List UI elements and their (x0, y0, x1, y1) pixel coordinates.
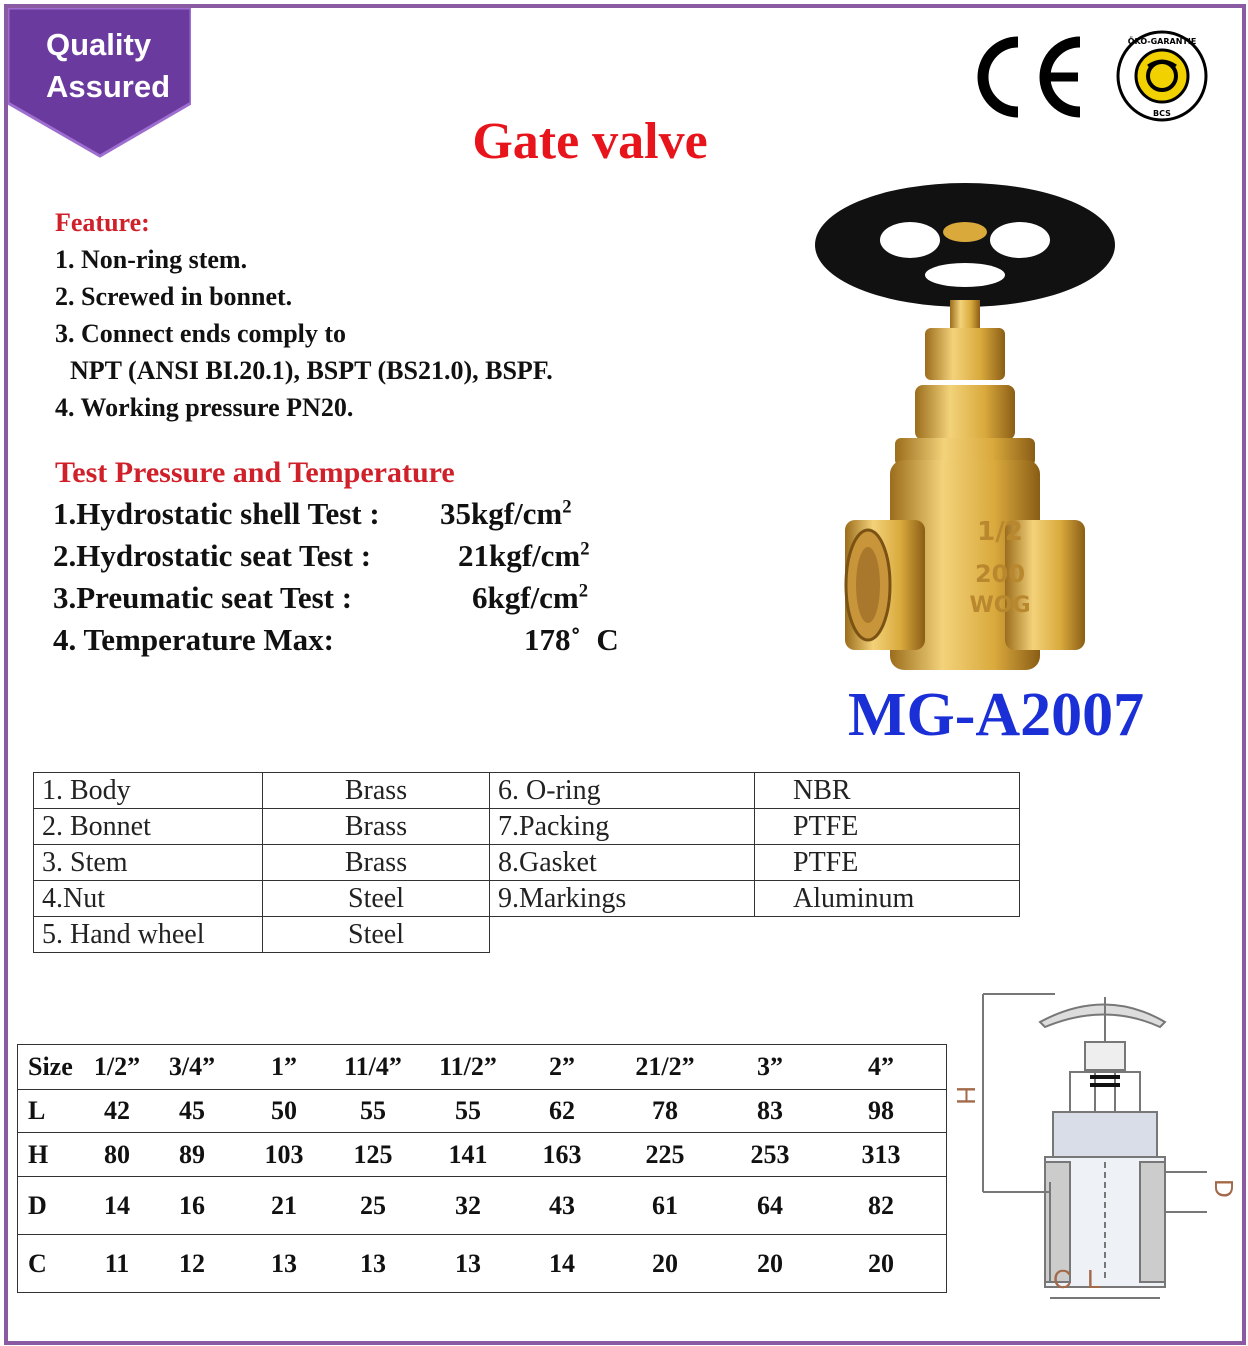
part-cell: 1. Body (34, 773, 263, 809)
header-cell: 1/2” (90, 1045, 144, 1090)
value-cell: 20 (816, 1235, 947, 1293)
dimensions-table (17, 1044, 947, 1293)
material-cell: Aluminum (755, 881, 1020, 917)
badge-line-2: Assured (46, 69, 171, 104)
value-cell: 11 (90, 1235, 144, 1293)
svg-text:BCS: BCS (1153, 109, 1171, 118)
header-cell: 1” (240, 1045, 328, 1090)
test-value: $6kgf/cm^2$ (472, 580, 589, 615)
header-cell: Size (18, 1045, 91, 1090)
test-label: 4. Temperature Max: (53, 622, 334, 657)
quality-badge (8, 8, 191, 158)
value-cell: 83 (724, 1090, 816, 1133)
value-cell: 55 (328, 1090, 418, 1133)
header-cell: 11/2” (418, 1045, 518, 1090)
empty-cell (755, 917, 1020, 953)
value-cell: 313 (816, 1133, 947, 1177)
value-cell: 80 (90, 1133, 144, 1177)
part-cell: 7.Packing (490, 809, 755, 845)
test-value: $35kgf/cm^2$ (440, 496, 572, 531)
material-cell: Brass (263, 809, 490, 845)
table-row (34, 773, 1020, 809)
row-label-cell: H (18, 1133, 91, 1177)
header-cell: 3” (724, 1045, 816, 1090)
value-cell: 21 (240, 1177, 328, 1235)
feature-item: 2. Screwed in bonnet. (55, 282, 293, 311)
valve-type-marking: WOG (969, 593, 1031, 618)
table-row (34, 881, 1020, 917)
value-cell: 61 (606, 1177, 724, 1235)
value-cell: 16 (144, 1177, 240, 1235)
dimension-label-c: C (1053, 1264, 1072, 1294)
value-cell: 55 (418, 1090, 518, 1133)
valve-rating-marking: 200 (974, 560, 1026, 588)
header-cell: 21/2” (606, 1045, 724, 1090)
value-cell: 45 (144, 1090, 240, 1133)
value-cell: 125 (328, 1133, 418, 1177)
test-label: 2.Hydrostatic seat Test : (53, 538, 372, 573)
test-label: 1.Hydrostatic shell Test : (53, 496, 380, 531)
table-row (18, 1090, 947, 1133)
value-cell: 78 (606, 1090, 724, 1133)
material-cell: Brass (263, 773, 490, 809)
test-value: $21kgf/cm^2$ (458, 538, 590, 573)
part-cell: 3. Stem (34, 845, 263, 881)
handwheel-icon (815, 183, 1115, 307)
material-cell: Steel (263, 917, 490, 953)
header-cell: 2” (518, 1045, 606, 1090)
table-header-row (18, 1045, 947, 1090)
header-cell: 3/4” (144, 1045, 240, 1090)
value-cell: 14 (90, 1177, 144, 1235)
material-cell: NBR (755, 773, 1020, 809)
value-cell: 13 (328, 1235, 418, 1293)
technical-drawing (945, 982, 1240, 1304)
page-title: Gate valve (472, 113, 708, 170)
material-cell: Steel (263, 881, 490, 917)
table-row (34, 917, 1020, 953)
dimension-label-d: D (1209, 1179, 1239, 1198)
test-label: 3.Preumatic seat Test : (53, 580, 353, 615)
test-heading: Test Pressure and Temperature (55, 456, 455, 489)
feature-item: 1. Non-ring stem. (55, 245, 248, 274)
empty-cell (490, 917, 755, 953)
svg-text:ÖKO-GARANTIE: ÖKO-GARANTIE (1127, 37, 1197, 46)
material-cell: PTFE (755, 845, 1020, 881)
header-cell: 4” (816, 1045, 947, 1090)
dimension-label-h: H (951, 1086, 981, 1105)
value-cell: 62 (518, 1090, 606, 1133)
feature-item: 4. Working pressure PN20. (55, 393, 354, 422)
header-cell: 11/4” (328, 1045, 418, 1090)
materials-table (33, 772, 1020, 953)
part-cell: 5. Hand wheel (34, 917, 263, 953)
value-cell: 13 (418, 1235, 518, 1293)
value-cell: 103 (240, 1133, 328, 1177)
value-cell: 50 (240, 1090, 328, 1133)
value-cell: 82 (816, 1177, 947, 1235)
part-cell: 8.Gasket (490, 845, 755, 881)
model-number: MG-A2007 (848, 681, 1145, 749)
value-cell: 20 (724, 1235, 816, 1293)
value-cell: 42 (90, 1090, 144, 1133)
value-cell: 32 (418, 1177, 518, 1235)
part-cell: 2. Bonnet (34, 809, 263, 845)
test-value: 178˚ C (524, 622, 619, 657)
row-label-cell: C (18, 1235, 91, 1293)
value-cell: 98 (816, 1090, 947, 1133)
feature-item: NPT (ANSI BI.20.1), BSPT (BS21.0), BSPF. (70, 356, 553, 385)
material-cell: Brass (263, 845, 490, 881)
part-cell: 4.Nut (34, 881, 263, 917)
value-cell: 13 (240, 1235, 328, 1293)
badge-line-1: Quality (46, 27, 152, 62)
part-cell: 9.Markings (490, 881, 755, 917)
table-row (34, 845, 1020, 881)
table-row (18, 1235, 947, 1293)
value-cell: 12 (144, 1235, 240, 1293)
value-cell: 64 (724, 1177, 816, 1235)
value-cell: 163 (518, 1133, 606, 1177)
row-label-cell: L (18, 1090, 91, 1133)
table-row (18, 1177, 947, 1235)
value-cell: 43 (518, 1177, 606, 1235)
table-row (18, 1133, 947, 1177)
oko-garantie-seal-icon (1116, 30, 1208, 122)
gate-valve-image (800, 170, 1130, 680)
ce-mark-icon (970, 32, 1090, 122)
value-cell: 253 (724, 1133, 816, 1177)
value-cell: 141 (418, 1133, 518, 1177)
value-cell: 20 (606, 1235, 724, 1293)
material-cell: PTFE (755, 809, 1020, 845)
value-cell: 89 (144, 1133, 240, 1177)
value-cell: 225 (606, 1133, 724, 1177)
feature-item: 3. Connect ends comply to (55, 319, 347, 348)
value-cell: 25 (328, 1177, 418, 1235)
dimension-label-l: L (1087, 1264, 1102, 1294)
valve-size-marking: 1/2 (977, 517, 1023, 547)
part-cell: 6. O-ring (490, 773, 755, 809)
value-cell: 14 (518, 1235, 606, 1293)
row-label-cell: D (18, 1177, 91, 1235)
feature-heading: Feature: (55, 208, 150, 237)
table-row (34, 809, 1020, 845)
